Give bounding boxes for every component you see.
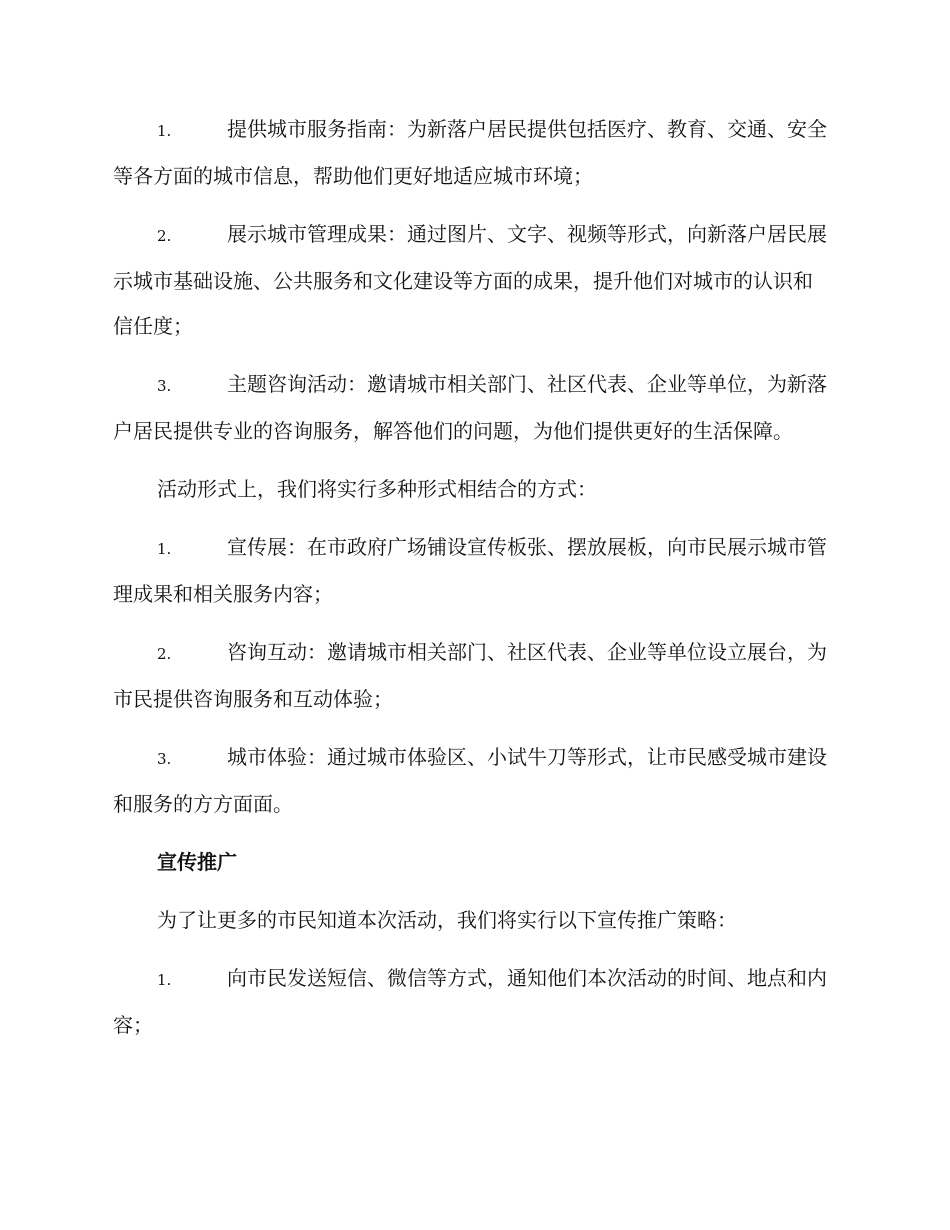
list-text: 展示城市管理成果：通过图片、文字、视频等形式，向新落户居民展示城市基础设施、公共服务和文化建设等方面的成果，提升他们对城市的认识和信任度； bbox=[113, 222, 827, 338]
list-number: 2. bbox=[157, 645, 172, 663]
list-item bbox=[113, 212, 832, 349]
list-text: 城市体验：通过城市体验区、小试牛刀等形式，让市民感受城市建设和服务的方方面面。 bbox=[113, 745, 827, 816]
list-text: 宣传展：在市政府广场铺设宣传板张、摆放展板，向市民展示城市管理成果和相关服务内容； bbox=[113, 535, 827, 606]
list-item bbox=[113, 630, 832, 722]
list-number: 1. bbox=[157, 122, 172, 140]
list-number: 1. bbox=[157, 971, 172, 989]
list-number: 3. bbox=[157, 377, 172, 395]
list-item bbox=[113, 956, 832, 1048]
list-number: 2. bbox=[157, 227, 172, 245]
list-item bbox=[113, 735, 832, 827]
list-text: 咨询互动：邀请城市相关部门、社区代表、企业等单位设立展台，为市民提供咨询服务和互动体验； bbox=[113, 640, 827, 711]
list-item bbox=[113, 525, 832, 617]
activity-intro: 活动形式上，我们将实行多种形式相结合的方式： bbox=[157, 477, 597, 501]
list-text: 向市民发送短信、微信等方式，通知他们本次活动的时间、地点和内容； bbox=[113, 966, 827, 1037]
list-item bbox=[113, 107, 832, 199]
list-item bbox=[113, 362, 832, 454]
promo-intro: 为了让更多的市民知道本次活动，我们将实行以下宣传推广策略： bbox=[157, 908, 737, 932]
list-number: 1. bbox=[157, 540, 172, 558]
section-heading-promotion: 宣传推广 bbox=[157, 850, 237, 874]
list-text: 主题咨询活动：邀请城市相关部门、社区代表、企业等单位，为新落户居民提供专业的咨询服务，解答他们的问题，为他们提供更好的生活保障。 bbox=[113, 372, 827, 443]
list-number: 3. bbox=[157, 750, 172, 768]
list-text: 提供城市服务指南：为新落户居民提供包括医疗、教育、交通、安全等各方面的城市信息，帮助他们更好地适应城市环境； bbox=[113, 117, 827, 188]
